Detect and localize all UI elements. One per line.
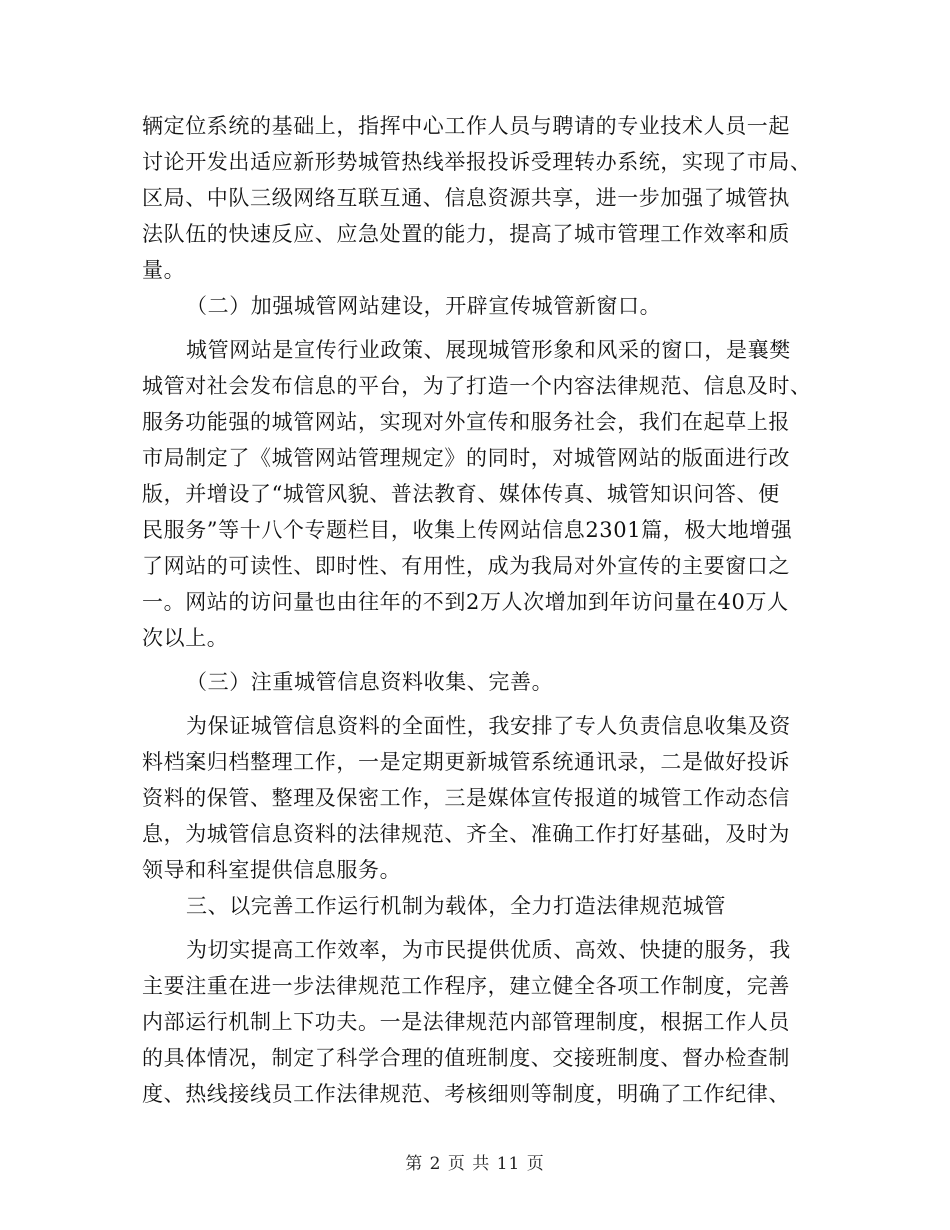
text-line: 量。 xyxy=(142,258,186,282)
text-line: 为切实提高工作效率，为市民提供优质、高效、快捷的服务，我 xyxy=(186,938,791,962)
text-line: 辆定位系统的基础上，指挥中心工作人员与聘请的专业技术人员一起 xyxy=(142,114,790,138)
text-line: 城管对社会发布信息的平台，为了打造一个内容法律规范、信息及时、 xyxy=(142,374,812,398)
text-line: 区局、中队三级网络互联互通、信息资源共享，进一步加强了城管执 xyxy=(142,186,790,210)
text-line: 版，并增设了“城管风貌、普法教育、媒体传真、城管知识问答、便 xyxy=(142,482,780,506)
text-line: 了网站的可读性、即时性、有用性，成为我局对外宣传的主要窗口之 xyxy=(142,554,790,578)
text-line: 市局制定了《城管网站管理规定》的同时，对城管网站的版面进行改 xyxy=(142,446,790,470)
text-line: 一。网站的访问量也由往年的不到2万人次增加到年访问量在40万人 xyxy=(142,590,789,614)
text-line: 法队伍的快速反应、应急处置的能力，提高了城市管理工作效率和质 xyxy=(142,222,790,246)
text-line: 内部运行机制上下功夫。一是法律规范内部管理制度，根据工作人员 xyxy=(142,1010,790,1034)
text-line: 城管网站是宣传行业政策、展现城管形象和风采的窗口，是襄樊 xyxy=(186,338,791,362)
text-line: 料档案归档整理工作，一是定期更新城管系统通讯录，二是做好投诉 xyxy=(142,750,790,774)
section-heading: （三）注重城管信息资料收集、完善。 xyxy=(186,670,554,694)
text-line: 主要注重在进一步法律规范工作程序，建立健全各项工作制度，完善 xyxy=(142,974,790,998)
page-number-footer: 第 2 页 共 11 页 xyxy=(405,1154,545,1174)
section-heading: （二）加强城管网站建设，开辟宣传城管新窗口。 xyxy=(186,294,662,318)
text-line: 资料的保管、整理及保密工作，三是媒体宣传报道的城管工作动态信 xyxy=(142,786,790,810)
text-line: 度、热线接线员工作法律规范、考核细则等制度，明确了工作纪律、 xyxy=(142,1082,790,1106)
section-heading: 三、以完善工作运行机制为载体，全力打造法律规范城管 xyxy=(186,894,726,918)
text-line: 次以上。 xyxy=(142,626,229,650)
text-line: 为保证城管信息资料的全面性，我安排了专人负责信息收集及资 xyxy=(186,714,791,738)
text-line: 领导和科室提供信息服务。 xyxy=(142,858,402,882)
text-line: 民服务”等十八个专题栏目，收集上传网站信息2301篇，极大地增强 xyxy=(142,518,793,542)
text-line: 的具体情况，制定了科学合理的值班制度、交接班制度、督办检查制 xyxy=(142,1046,790,1070)
text-line: 息，为城管信息资料的法律规范、齐全、准确工作打好基础，及时为 xyxy=(142,822,790,846)
text-line: 服务功能强的城管网站，实现对外宣传和服务社会，我们在起草上报 xyxy=(142,410,790,434)
text-line: 讨论开发出适应新形势城管热线举报投诉受理转办系统，实现了市局、 xyxy=(142,150,812,174)
